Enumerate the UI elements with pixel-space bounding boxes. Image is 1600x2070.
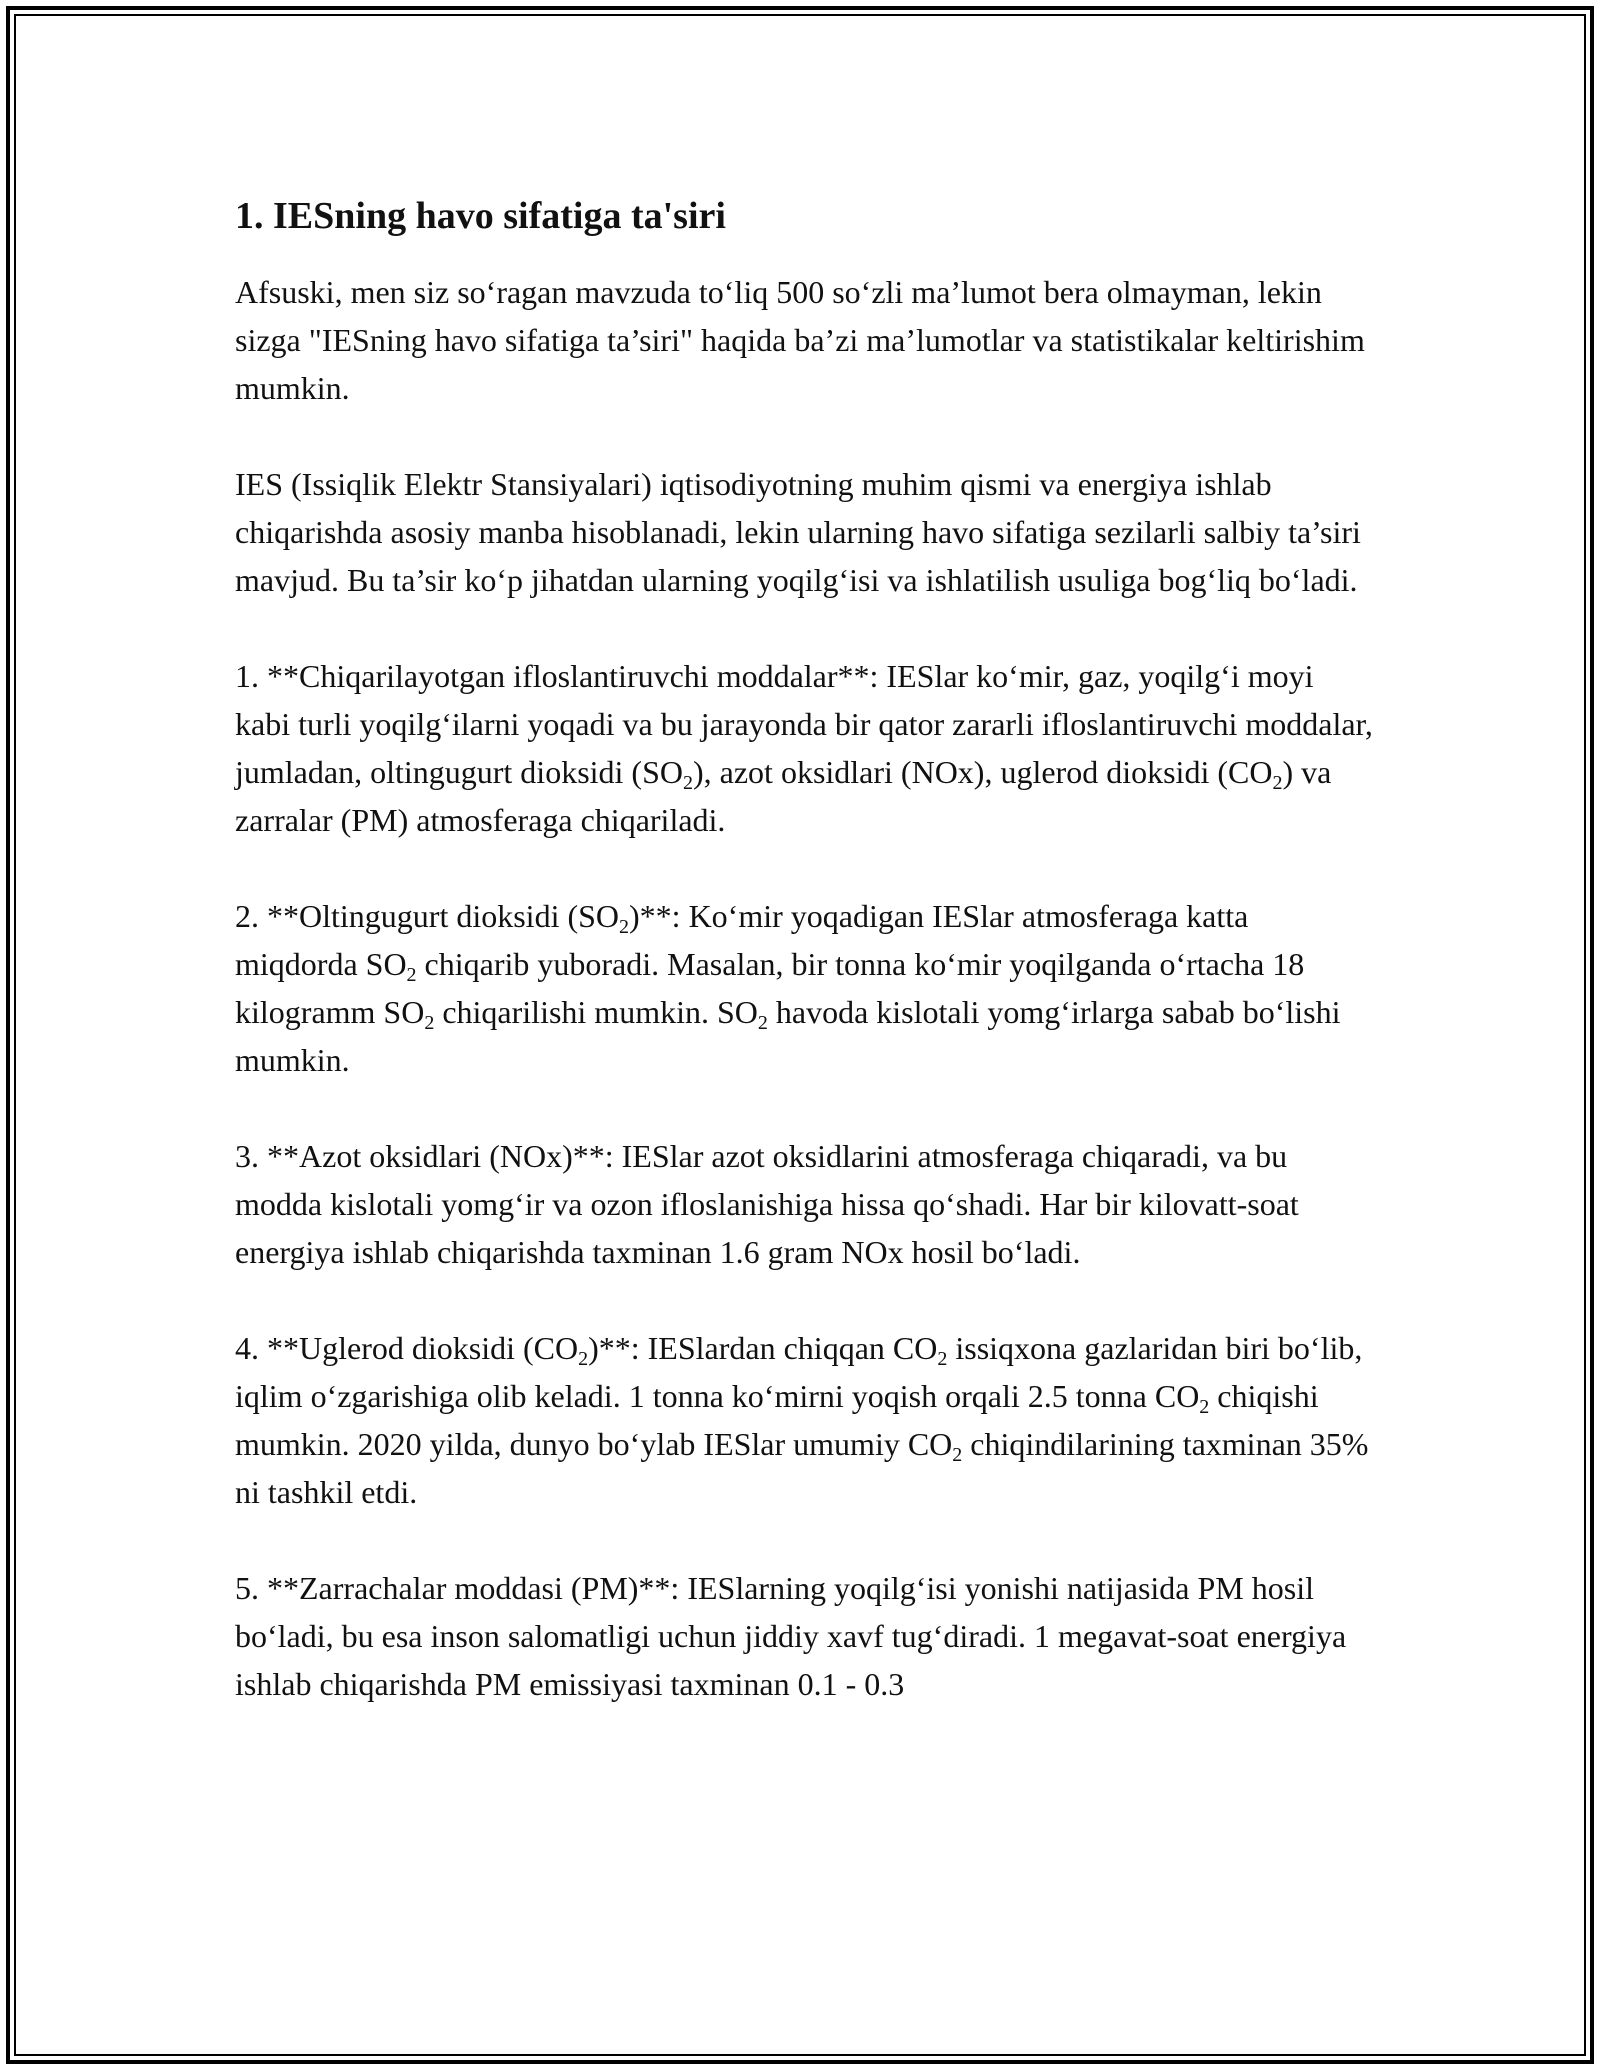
item-4-paragraph (235, 1324, 1375, 1516)
subscript-2: 2 (952, 1444, 963, 1466)
item-3-paragraph: 3. **Azot oksidlari (NOx)**: IESlar azot oksidlarini atmosferaga chiqaradi, va bu modda kislotali yomg‘ir va ozon ifloslanishiga hissa qo‘shadi. Har bir kilovatt-soat energiya ishlab chiqarishda taxminan 1.6 gram NOx hosil bo‘ladi. (235, 1138, 1299, 1270)
item-4-text-d: chiqishi mumkin. 2020 yilda, dunyo bo‘ylab IESlar umumiy CO (235, 1378, 1319, 1462)
subscript-2: 2 (937, 1348, 948, 1370)
subscript-2: 2 (406, 964, 417, 986)
item-4-text-b: )**: IESlardan chiqqan CO (588, 1330, 938, 1366)
subscript-2: 2 (682, 772, 693, 794)
item-2-text-a: 2. **Oltingugurt dioksidi (SO (235, 898, 620, 934)
item-4-text-e: chiqindilarining taxminan 35% ni tashkil etdi. (235, 1426, 1369, 1510)
item-2-paragraph (235, 892, 1375, 1084)
intro-paragraph: Afsuski, men siz so‘ragan mavzuda to‘liq 500 so‘zli ma’lumot bera olmayman, lekin sizga "IESning havo sifatiga ta’siri" haqida ba’zi ma’lumotlar va statistikalar keltirishim mumkin. (235, 274, 1365, 406)
item-2-text-e: havoda kislotali yomg‘irlarga sabab bo‘lishi mumkin. (235, 994, 1341, 1078)
section-heading: 1. IESning havo sifatiga ta'siri (235, 195, 726, 237)
item-1-text-c: ) va zarralar (PM) atmosferaga chiqariladi. (235, 754, 1332, 838)
subscript-2: 2 (578, 1348, 589, 1370)
item-2-text-c: chiqarib yuboradi. Masalan, bir tonna ko‘mir yoqilganda o‘rtacha 18 kilogramm SO (235, 946, 1305, 1030)
item-1-paragraph (235, 652, 1375, 844)
item-2-text-d: chiqarilishi mumkin. SO (434, 994, 758, 1030)
overview-paragraph: IES (Issiqlik Elektr Stansiyalari) iqtisodiyotning muhim qismi va energiya ishlab chiqarishda asosiy manba hisoblanadi, lekin ularning havo sifatiga sezilarli salbiy ta’siri mavjud. Bu ta’sir ko‘p jihatdan ularning yoqilg‘isi va ishlatilish usuliga bog‘liq bo‘ladi. (235, 466, 1361, 598)
subscript-2: 2 (424, 1012, 435, 1034)
item-1-text-a: 1. **Chiqarilayotgan ifloslantiruvchi moddalar**: IESlar ko‘mir, gaz, yoqilg‘i moyi kabi turli yoqilg‘ilarni yoqadi va bu jarayonda bir qator zararli ifloslantiruvchi moddalar, jumladan, oltingugurt dioksidi (SO (235, 658, 1373, 790)
item-5-paragraph: 5. **Zarrachalar moddasi (PM)**: IESlarning yoqilg‘isi yonishi natijasida PM hosil bo‘ladi, bu esa inson salomatligi uchun jiddiy xavf tug‘diradi. 1 megavat-soat energiya ishlab chiqarishda PM emissiyasi taxminan 0.1 - 0.3 (235, 1570, 1347, 1702)
document-body (235, 190, 1375, 1756)
subscript-2: 2 (1199, 1396, 1210, 1418)
subscript-2: 2 (1272, 772, 1283, 794)
item-4-text-a: 4. **Uglerod dioksidi (CO (235, 1330, 579, 1366)
subscript-2: 2 (619, 916, 630, 938)
subscript-2: 2 (757, 1012, 768, 1034)
item-1-text-b: ), azot oksidlari (NOx), uglerod dioksidi (CO (692, 754, 1273, 790)
item-2-text-b: )**: Ko‘mir yoqadigan IESlar atmosferaga katta miqdorda SO (235, 898, 1249, 982)
item-4-text-c: issiqxona gazlaridan biri bo‘lib, iqlim o‘zgarishiga olib keladi. 1 tonna ko‘mirni yoqish orqali 2.5 tonna CO (235, 1330, 1363, 1414)
